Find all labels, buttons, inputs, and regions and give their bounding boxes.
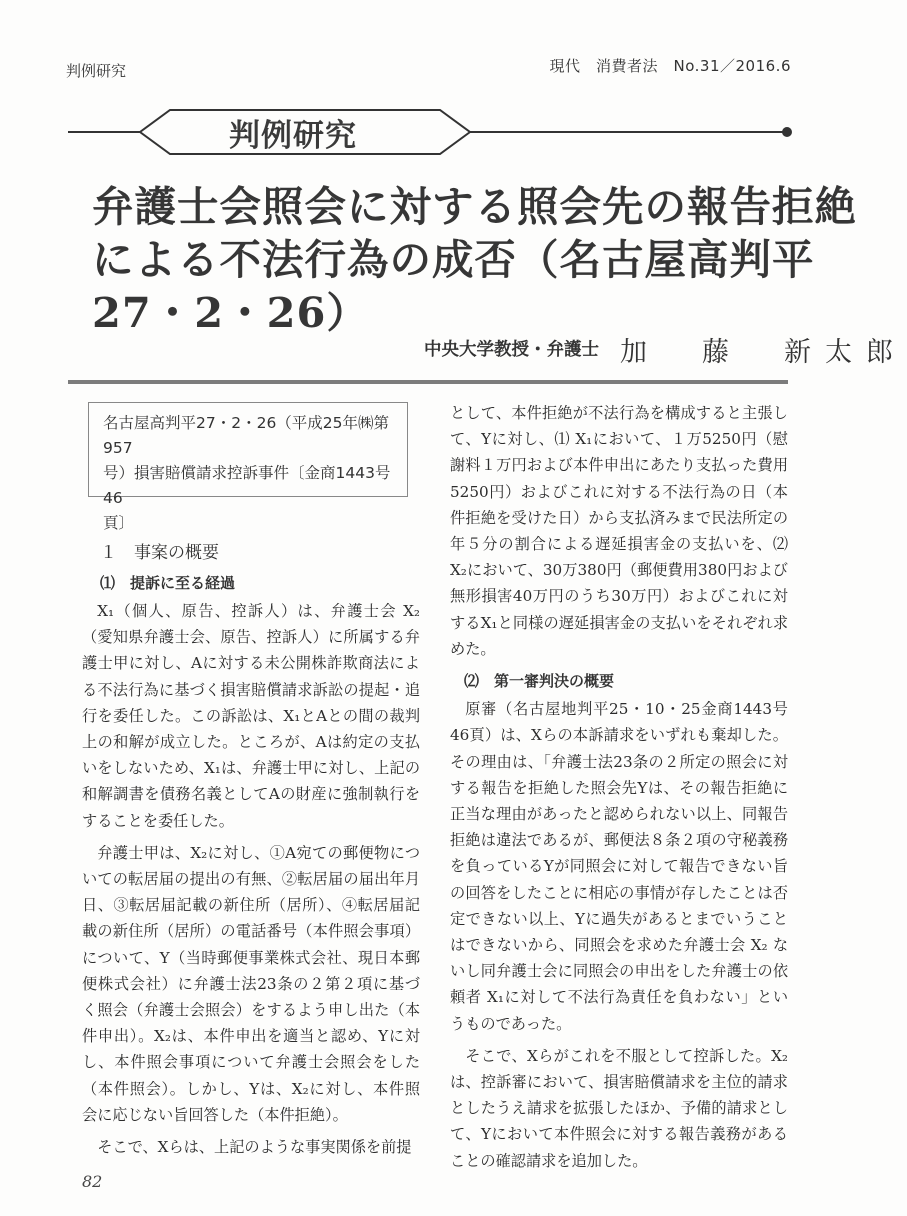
case-line: 頁〕 — [103, 514, 135, 532]
left-column — [82, 598, 420, 1160]
case-line: 号）損害賠償請求控訴事件〔金商1443号46 — [103, 464, 391, 507]
paragraph: そこで、Xらがこれを不服として控訴した。X₂は、控訴審において、損害賠償請求を主位的請求としたうえ請求を拡張したほか、予備的請求として、Yにおいて本件照会に対する報告義務があることの確認請求を追加した。 — [450, 1046, 789, 1170]
paragraph: 弁護士甲は、X₂に対し、①A宛ての郵便物についての転居届の提出の有無、②転居届の届出年月日、③転居届記載の新住所（居所）、④転居届記載の新住所（居所）の電話番号（本件照会事項）について、Y（当時郵便事業株式会社、現日本郵便株式会社）に弁護士法23条の２第２項に基づく照会（弁護士会照会）をするよう申し出た（本件申出）。X₂は、本件申出を適当と認め、Yに対し、本件照会事項について弁護士会照会をした（本件照会）。しかし、Yは、X₂に対し、本件照会に応じない旨回答した（本件拒絶）。 — [82, 843, 421, 1124]
title-divider — [68, 380, 788, 384]
article-title — [92, 180, 858, 339]
title-line: 27・2・26） — [92, 288, 369, 337]
title-line: 弁護士会照会に対する照会先の報告拒絶 — [92, 182, 858, 231]
paragraph: X₁（個人、原告、控訴人）は、弁護士会 X₂（愛知県弁護士会、原告、控訴人）に所属する弁護士甲に対し、Aに対する未公開株詐欺商法による不法行為に基づく損害賠償請求訴訟の提起・追行を委任した。この訴訟は、X₁とAとの間の裁判上の和解が成立した。ところが、Aは約定の支払いをしないため、X₁は、弁護士甲に対し、上記の和解調書を債務名義としてAの財産に強制執行をすることを委任した。 — [82, 602, 421, 830]
banner-ornament — [60, 100, 800, 160]
case-citation-box — [88, 402, 408, 532]
author-name: 加 藤 新太郎 — [620, 337, 907, 368]
paragraph: そこで、Xらは、上記のような事実関係を前提 — [97, 1138, 412, 1157]
section-heading: １ 事案の概要 — [100, 543, 219, 563]
right-column — [450, 400, 788, 1174]
paragraph: として、本件拒絶が不法行為を構成すると主張して、Yに対し、⑴ X₁において、１万5250円（慰謝料１万円および本件申出にあたり支払った費用5250円）およびこれに対する不法行為の日（本件拒絶を受けた日）から支払済みまで民法所定の年５分の割合による遅延損害金の支払いを、⑵ X₂において、30万380円（郵便費用380円および無形損害40万円のうち30万円）およびこれに対するX₁と同様の遅延損害金の支払いをそれぞれ求めた。 — [450, 404, 789, 658]
running-header-section: 判例研究 — [66, 62, 127, 80]
sub-heading: ⑵ 第一審判決の概要 — [464, 672, 615, 691]
case-line: 名古屋高判平27・2・26（平成25年㈱第957 — [103, 414, 390, 457]
author-affiliation: 中央大学教授・弁護士 — [424, 340, 599, 360]
running-header-journal: 現代 消費者法 No.31／2016.6 — [549, 57, 791, 75]
sub-heading: ⑴ 提訴に至る経過 — [100, 574, 236, 592]
title-line: による不法行為の成否（名古屋高判平 — [92, 235, 815, 284]
page-number: 82 — [82, 1172, 103, 1191]
banner-label: 判例研究 — [229, 118, 357, 154]
paragraph: 原審（名古屋地判平25・10・25金商1443号46頁）は、Xらの本訴請求をいずれも棄却した。その理由は、「弁護士法23条の２所定の照会に対する報告を拒絶した照会先Yは、その報告拒絶に正当な理由があったと認められない以上、同報告拒絶は違法であるが、郵便法８条２項の守秘義務を負っているYが同照会に対して報告できない旨の回答をしたことに相応の事情が存したことは否定できない以上、Yに過失があるとまでいうことはできないから、同照会を求めた弁護士会 X₂ ないし同弁護士会に同照会の申出をした弁護士の依頼者 X₁に対して不法行為責任を負わない」というものであった。 — [450, 700, 789, 1033]
